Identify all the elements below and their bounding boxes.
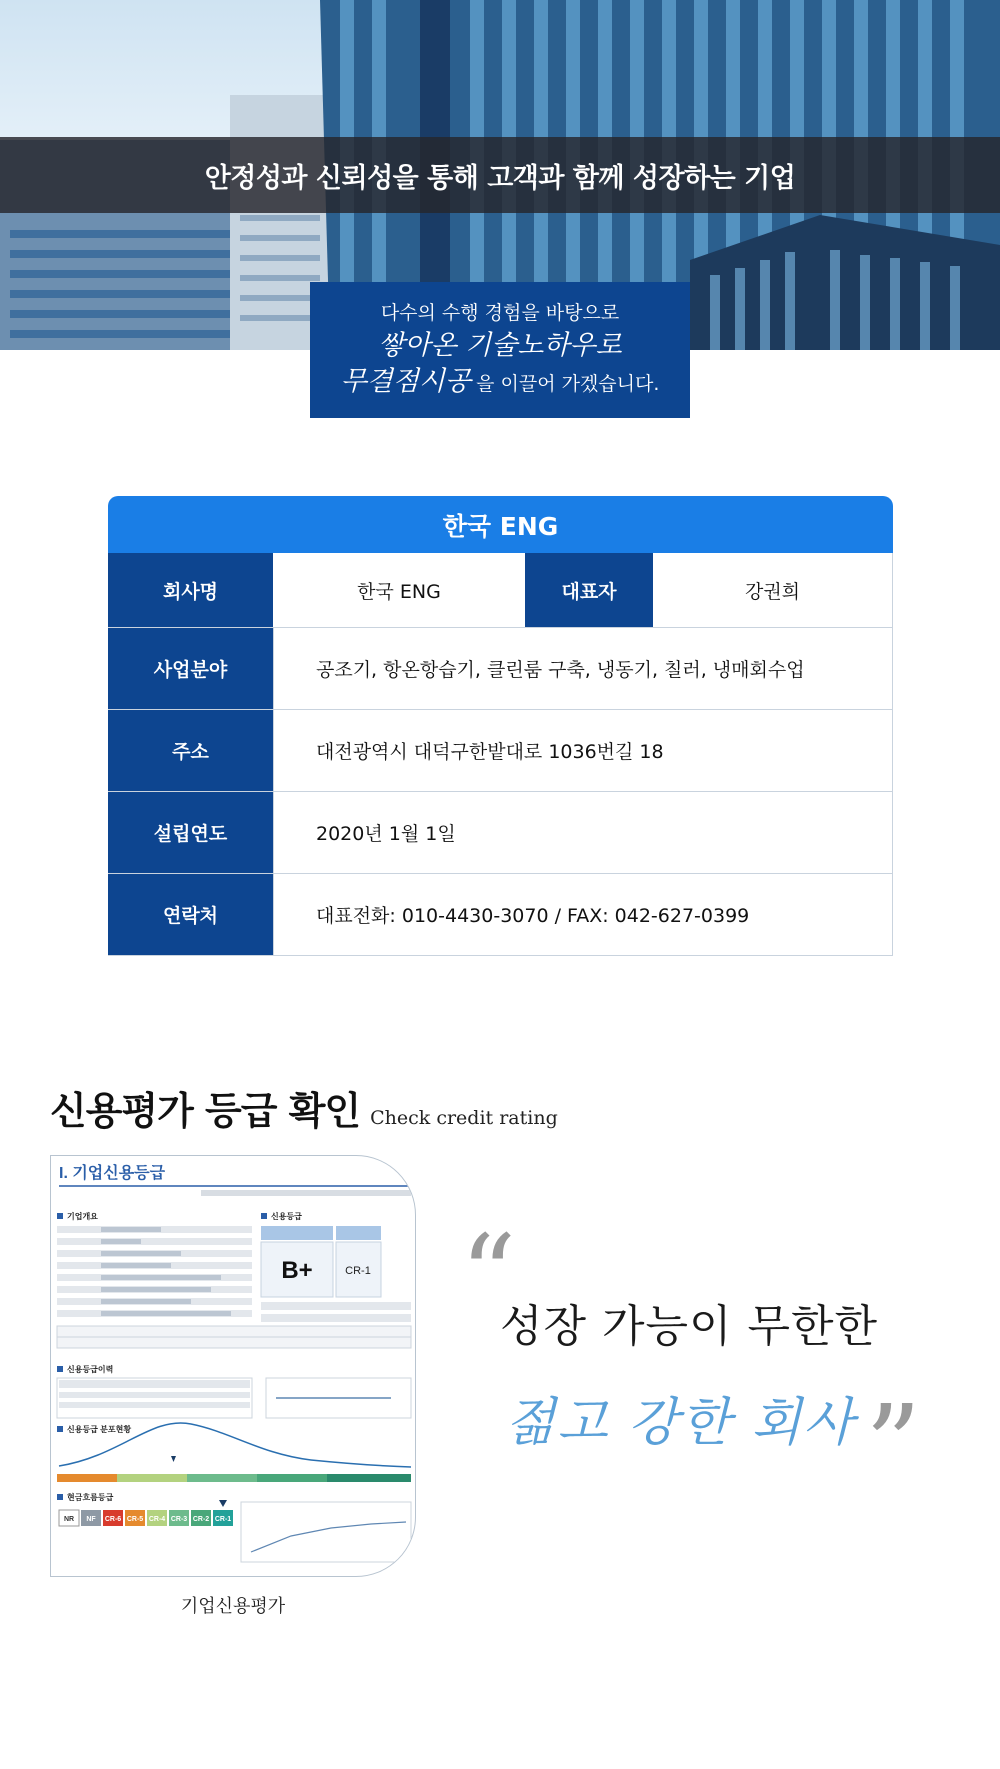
open-quote-mark: “ [460, 1211, 517, 1339]
table-row-business [108, 628, 893, 710]
close-quote-mark: ” [865, 1381, 922, 1509]
founded-label: 설립연도 [108, 792, 273, 873]
doc-cr-6: CR-6 [104, 1516, 122, 1523]
table-row-company [108, 553, 893, 628]
doc-section-history: 신용등급이력 [67, 1365, 114, 1374]
ceo-label: 대표자 [525, 553, 653, 627]
slogan-line-1: 다수의 수행 경험을 바탕으로 [380, 302, 620, 324]
doc-cr-3: CR-3 [170, 1516, 188, 1523]
doc-cr-1: CR-1 [214, 1516, 232, 1523]
credit-report-illustration [51, 1156, 416, 1577]
contact-value: 대표전화: 010-4430-3070 / FAX: 042-627-0399 [273, 874, 892, 955]
table-row-address [108, 710, 893, 792]
credit-report-caption: 기업신용평가 [180, 1596, 286, 1617]
company-info-table [108, 496, 893, 956]
company-table-title [108, 496, 893, 553]
quote-line-2: 젊고 강한 회사 [505, 1393, 856, 1453]
slogan-rest: 을 이끌어 가겠습니다. [476, 373, 660, 395]
doc-rating-value: B+ [281, 1257, 313, 1284]
company-table-title-text: 한국 ENG [442, 511, 559, 541]
slogan-quote [460, 1211, 940, 1509]
table-row-founded [108, 792, 893, 874]
slogan-line-3 [310, 364, 690, 403]
doc-section-distribution: 신용등급 분포현황 [67, 1425, 132, 1434]
credit-title-ko: 신용평가 등급 확인 [50, 1089, 361, 1133]
table-row-contact [108, 874, 893, 956]
business-value: 공조기, 항온항습기, 클린룸 구축, 냉동기, 칠러, 냉매회수업 [273, 628, 892, 709]
slogan-emphasis: 무결점시공 [340, 366, 471, 397]
doc-section-cashflow: 현금흐름등급 [67, 1493, 114, 1502]
quote-line-1: 성장 가능이 무한한 [500, 1301, 879, 1352]
address-value: 대전광역시 대덕구한밭대로 1036번길 18 [273, 710, 892, 791]
doc-cr-nf: NF [86, 1516, 96, 1523]
contact-label: 연락처 [108, 874, 273, 955]
credit-report-image [50, 1155, 416, 1577]
doc-heading: I. 기업신용등급 [59, 1165, 166, 1182]
doc-section-overview: 기업개요 [67, 1212, 98, 1221]
slogan-line-2: 쌓아온 기술노하우로 [378, 330, 622, 361]
doc-cr-nr: NR [63, 1516, 75, 1523]
business-label: 사업분야 [108, 628, 273, 709]
company-name-label: 회사명 [108, 553, 273, 627]
hero-headline-band [0, 137, 1000, 213]
address-label: 주소 [108, 710, 273, 791]
doc-cash-rating-value: CR-1 [345, 1265, 371, 1277]
doc-cr-2: CR-2 [192, 1516, 210, 1523]
ceo-value: 강권희 [653, 553, 892, 627]
credit-title-en: Check credit rating [370, 1107, 558, 1129]
doc-cr-5: CR-5 [126, 1516, 144, 1523]
doc-section-rating: 신용등급 [271, 1212, 302, 1221]
credit-section-title [50, 1080, 558, 1135]
hero-headline: 안정성과 신뢰성을 통해 고객과 함께 성장하는 기업 [204, 162, 796, 194]
company-name-value: 한국 ENG [273, 553, 525, 627]
founded-value: 2020년 1월 1일 [273, 792, 892, 873]
doc-cr-4: CR-4 [148, 1516, 166, 1523]
slogan-box [310, 282, 690, 418]
